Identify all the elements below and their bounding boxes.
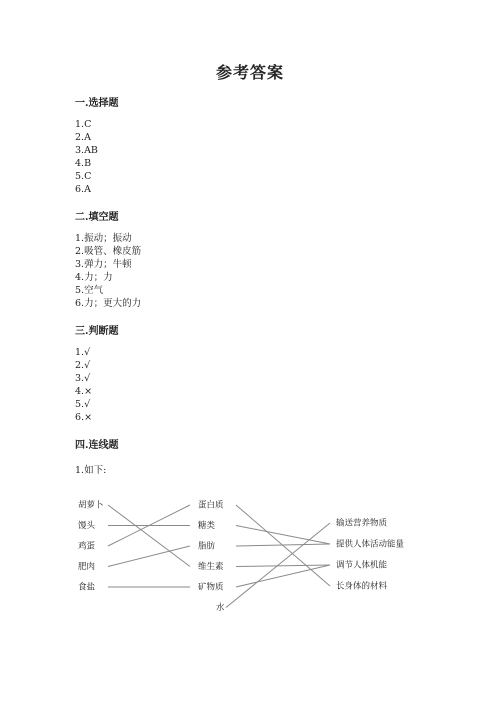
list-item: 4.力；力	[75, 272, 113, 283]
section-heading-matching: 四.连线题	[75, 440, 119, 451]
list-item: 5.√	[75, 399, 91, 410]
food-label: 食盐	[78, 582, 96, 593]
list-item: 3.√	[75, 373, 91, 384]
page-title: 参考答案	[215, 63, 284, 82]
function-label: 调节人体机能	[336, 560, 388, 571]
list-item: 6.A	[75, 184, 91, 195]
list-item: 2.A	[75, 132, 91, 143]
function-label: 输送营养物质	[336, 518, 388, 529]
match-line	[108, 505, 190, 567]
list-item: 2.吸管、橡皮筋	[75, 246, 142, 257]
list-item: 2.√	[75, 360, 91, 371]
nutrient-label: 矿物质	[198, 582, 224, 593]
food-label: 肥肉	[78, 562, 96, 572]
food-label: 馒头	[78, 521, 96, 531]
matching-intro: 1.如下:	[75, 465, 107, 476]
list-item: 5.空气	[75, 285, 104, 296]
list-item: 6.力；更大的力	[75, 298, 142, 309]
list-item: 1.√	[75, 347, 91, 358]
section-heading-judge: 三.判断题	[75, 326, 119, 337]
list-item: 5.C	[75, 171, 92, 182]
function-label: 提供人体活动能量	[336, 539, 405, 550]
food-label: 胡萝卜	[78, 500, 104, 511]
list-item: 3.AB	[75, 145, 98, 156]
match-line	[108, 546, 190, 567]
match-line	[236, 565, 330, 567]
list-item: 1.振动；振动	[75, 233, 132, 244]
nutrient-label: 水	[216, 603, 225, 613]
section-heading-choice: 一.选择题	[75, 98, 119, 109]
list-item: 1.C	[75, 119, 92, 130]
list-item: 4.B	[75, 158, 92, 169]
food-label: 鸡蛋	[78, 541, 96, 552]
nutrient-label: 维生素	[198, 562, 224, 572]
nutrient-label: 蛋白质	[198, 500, 224, 511]
nutrient-label: 脂肪	[198, 541, 216, 552]
function-label: 长身体的材料	[336, 581, 388, 592]
list-item: 6.×	[75, 412, 93, 423]
section-heading-fill: 二.填空题	[75, 212, 119, 223]
nutrient-label: 糖类	[198, 521, 216, 531]
list-item: 4.×	[75, 386, 93, 397]
list-item: 3.弹力；牛顿	[75, 259, 132, 270]
match-line	[236, 565, 330, 587]
